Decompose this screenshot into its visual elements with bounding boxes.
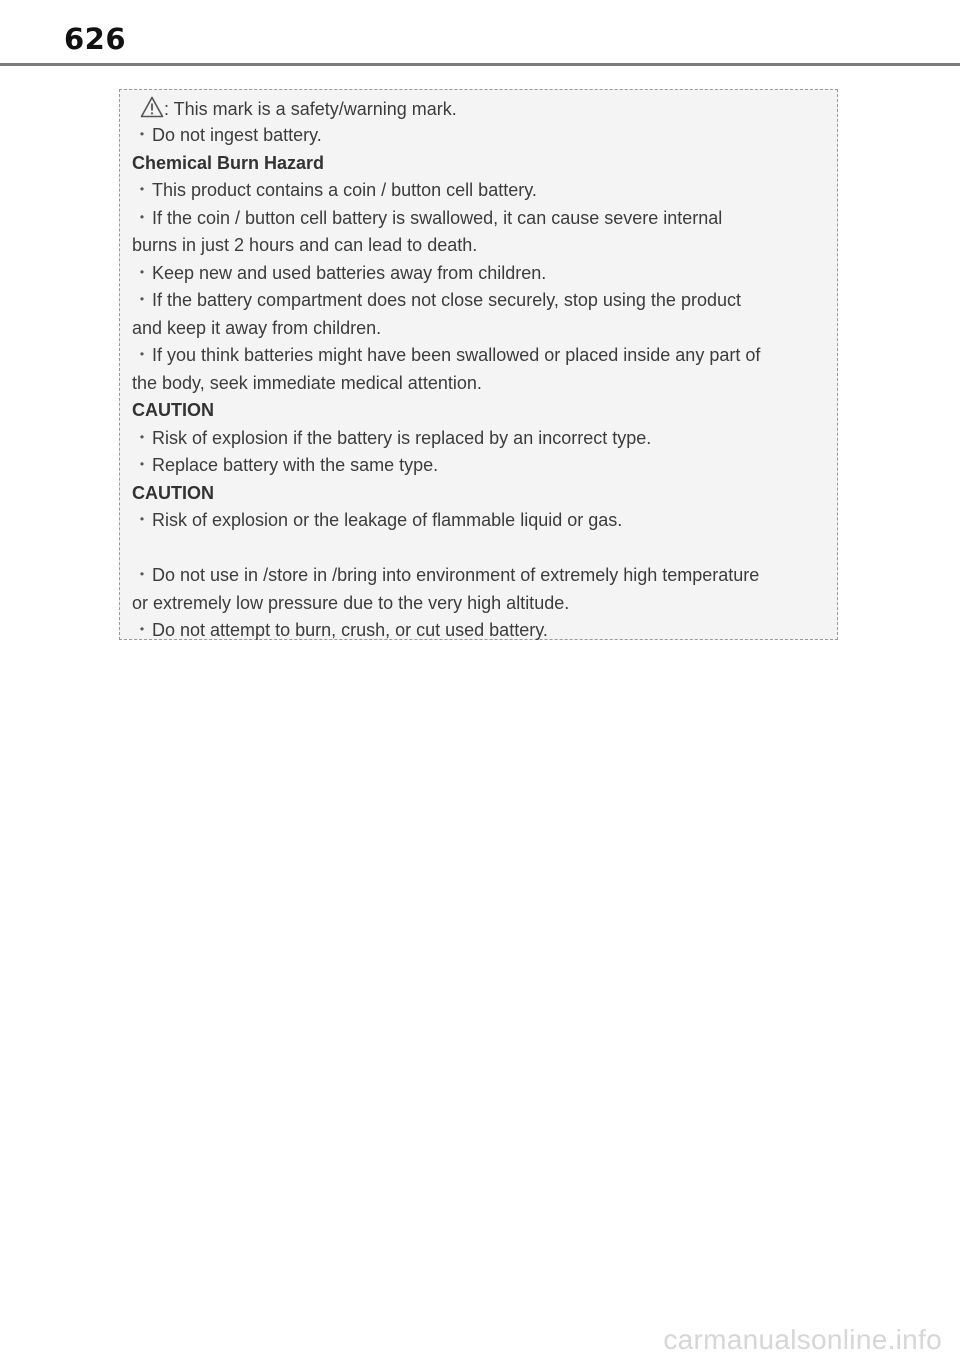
- line-text: If the battery compartment does not close securely, stop using the product: [152, 290, 741, 310]
- line-text: Risk of explosion if the battery is replaced by an incorrect type.: [152, 428, 652, 448]
- bullet-marker: ・: [133, 620, 151, 640]
- bullet-marker: ・: [133, 428, 151, 448]
- watermark: carmanualsonline.info: [663, 1324, 942, 1355]
- line-text: If you think batteries might have been swallowed or placed inside any part of: [152, 345, 761, 365]
- line-4: [132, 207, 722, 229]
- line-7: [132, 289, 741, 311]
- bullet-marker: ・: [133, 345, 151, 365]
- header-rule: [0, 63, 960, 66]
- bullet-marker: ・: [133, 565, 151, 585]
- bullet-marker: ・: [133, 180, 151, 200]
- line-text: the body, seek immediate medical attention.: [132, 373, 482, 393]
- warning-box: [119, 89, 838, 640]
- warning-mark-line: [130, 96, 457, 123]
- line-10: [132, 372, 482, 394]
- heading-caution-2: CAUTION: [132, 483, 214, 503]
- line-9: [132, 344, 760, 366]
- line-6: [132, 262, 546, 284]
- bullet-marker: ・: [133, 510, 151, 530]
- line-1: [132, 124, 322, 146]
- line-13: [132, 454, 438, 476]
- line-text: Do not ingest battery.: [152, 125, 322, 145]
- bullet-marker: ・: [133, 263, 151, 283]
- warning-mark-text: : This mark is a safety/warning mark.: [164, 99, 457, 119]
- line-18: [132, 619, 548, 641]
- line-16: [132, 564, 759, 586]
- page-number: 626: [64, 22, 127, 56]
- line-3: [132, 179, 537, 201]
- line-12: [132, 427, 651, 449]
- heading-caution-1: CAUTION: [132, 400, 214, 420]
- line-15: [132, 509, 622, 531]
- line-text: This product contains a coin / button cell battery.: [152, 180, 537, 200]
- line-text: Risk of explosion or the leakage of flammable liquid or gas.: [152, 510, 623, 530]
- bullet-marker: ・: [133, 125, 151, 145]
- line-text: Do not attempt to burn, crush, or cut used battery.: [152, 620, 548, 640]
- line-text: and keep it away from children.: [132, 318, 382, 338]
- line-text: or extremely low pressure due to the very high altitude.: [132, 593, 570, 613]
- line-8: [132, 317, 381, 339]
- line-text: If the coin / button cell battery is swallowed, it can cause severe internal: [152, 208, 723, 228]
- line-5: [132, 234, 477, 256]
- line-text: Keep new and used batteries away from children.: [152, 263, 547, 283]
- warning-triangle-icon: [140, 96, 164, 123]
- line-17: [132, 592, 569, 614]
- bullet-marker: ・: [133, 208, 151, 228]
- line-text: Do not use in /store in /bring into environment of extremely high temperature: [152, 565, 760, 585]
- line-text: burns in just 2 hours and can lead to death.: [132, 235, 478, 255]
- heading-chemical-burn: Chemical Burn Hazard: [132, 153, 325, 173]
- line-text: Replace battery with the same type.: [152, 455, 439, 475]
- bullet-marker: ・: [133, 455, 151, 475]
- bullet-marker: ・: [133, 290, 151, 310]
